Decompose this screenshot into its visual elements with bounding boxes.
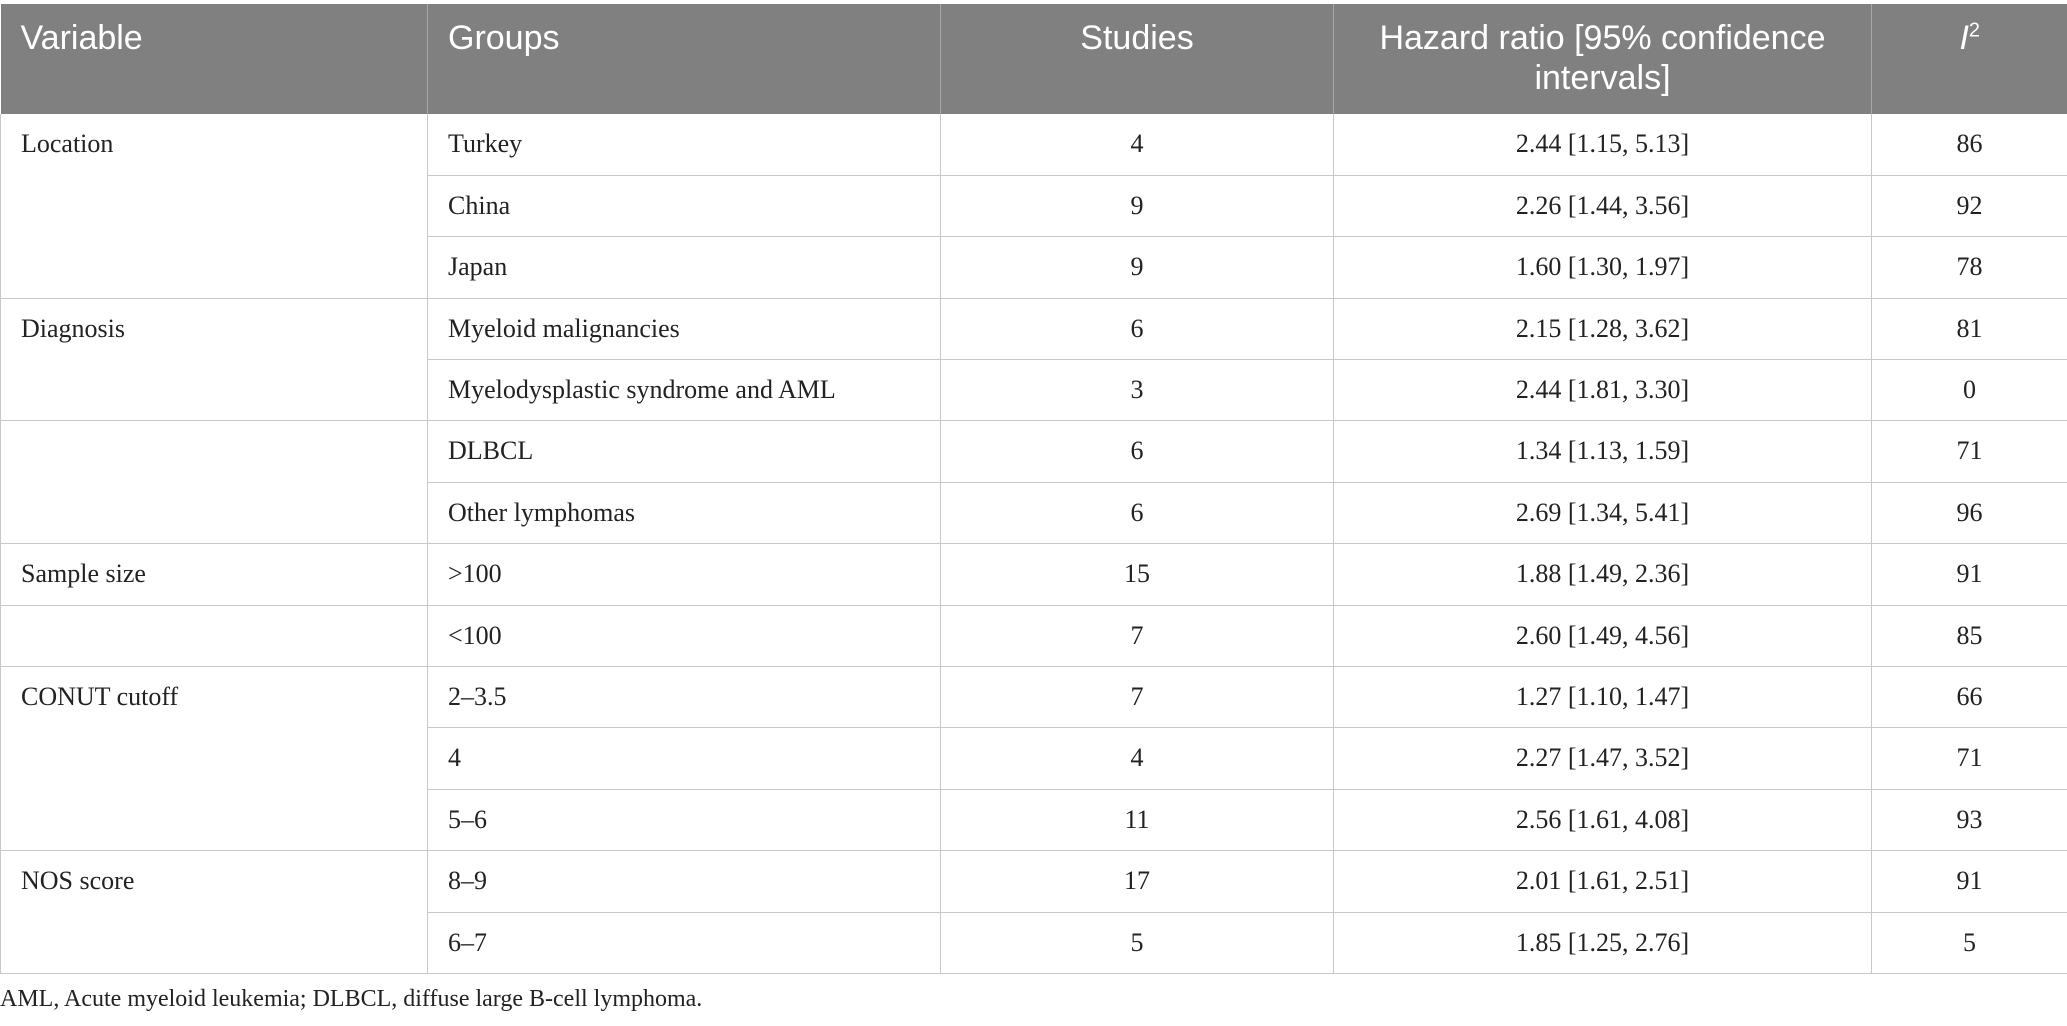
group-cell: Other lymphomas xyxy=(428,482,941,543)
header-row xyxy=(1,4,2067,114)
i-squared-cell: 91 xyxy=(1872,851,2067,912)
table-header xyxy=(1,4,2067,114)
i-squared-cell: 71 xyxy=(1872,728,2067,789)
i-squared-cell: 92 xyxy=(1872,175,2067,236)
hazard-ratio-cell: 2.27 [1.47, 3.52] xyxy=(1334,728,1872,789)
studies-cell: 4 xyxy=(941,728,1334,789)
group-cell: >100 xyxy=(428,544,941,605)
header-groups: Groups xyxy=(428,4,941,114)
hazard-ratio-cell: 1.88 [1.49, 2.36] xyxy=(1334,544,1872,605)
hazard-ratio-cell: 2.26 [1.44, 3.56] xyxy=(1334,175,1872,236)
hazard-ratio-cell: 2.44 [1.15, 5.13] xyxy=(1334,114,1872,175)
variable-cell: CONUT cutoff xyxy=(1,667,428,851)
group-cell: China xyxy=(428,175,941,236)
i-squared-cell: 96 xyxy=(1872,482,2067,543)
studies-cell: 9 xyxy=(941,237,1334,298)
hazard-ratio-cell: 2.69 [1.34, 5.41] xyxy=(1334,482,1872,543)
variable-cell: Location xyxy=(1,114,428,298)
header-i-squared xyxy=(1872,4,2067,114)
i-squared-cell: 0 xyxy=(1872,360,2067,421)
studies-cell: 11 xyxy=(941,789,1334,850)
group-cell: 5–6 xyxy=(428,789,941,850)
group-cell: Myeloid malignancies xyxy=(428,298,941,359)
group-cell: 4 xyxy=(428,728,941,789)
table-row xyxy=(1,851,2067,912)
studies-cell: 7 xyxy=(941,605,1334,666)
variable-cell: NOS score xyxy=(1,851,428,974)
variable-cell xyxy=(1,605,428,666)
i-squared-cell: 91 xyxy=(1872,544,2067,605)
i-squared-cell: 66 xyxy=(1872,667,2067,728)
hazard-ratio-cell: 2.15 [1.28, 3.62] xyxy=(1334,298,1872,359)
header-i-squared-superscript: 2 xyxy=(1968,19,1981,42)
table-row xyxy=(1,605,2067,666)
i-squared-cell: 78 xyxy=(1872,237,2067,298)
studies-cell: 6 xyxy=(941,421,1334,482)
hazard-ratio-cell: 2.60 [1.49, 4.56] xyxy=(1334,605,1872,666)
table-body xyxy=(1,114,2067,973)
studies-cell: 4 xyxy=(941,114,1334,175)
studies-cell: 7 xyxy=(941,667,1334,728)
table-row xyxy=(1,114,2067,175)
group-cell: Turkey xyxy=(428,114,941,175)
group-cell: Myelodysplastic syndrome and AML xyxy=(428,360,941,421)
group-cell: 2–3.5 xyxy=(428,667,941,728)
hazard-ratio-cell: 2.01 [1.61, 2.51] xyxy=(1334,851,1872,912)
table-row xyxy=(1,667,2067,728)
group-cell: 6–7 xyxy=(428,912,941,973)
studies-cell: 17 xyxy=(941,851,1334,912)
hazard-ratio-cell: 1.27 [1.10, 1.47] xyxy=(1334,667,1872,728)
studies-cell: 6 xyxy=(941,298,1334,359)
studies-cell: 9 xyxy=(941,175,1334,236)
header-hazard-ratio: Hazard ratio [95% confidence intervals] xyxy=(1334,4,1872,114)
i-squared-cell: 5 xyxy=(1872,912,2067,973)
table-row xyxy=(1,298,2067,359)
header-i-squared-letter: I xyxy=(1959,19,1969,57)
group-cell: DLBCL xyxy=(428,421,941,482)
group-cell: Japan xyxy=(428,237,941,298)
i-squared-cell: 86 xyxy=(1872,114,2067,175)
group-cell: <100 xyxy=(428,605,941,666)
variable-cell: Diagnosis xyxy=(1,298,428,421)
i-squared-cell: 81 xyxy=(1872,298,2067,359)
table-footnote: AML, Acute myeloid leukemia; DLBCL, diffuse large B-cell lymphoma. xyxy=(0,986,703,1012)
hazard-ratio-cell: 1.60 [1.30, 1.97] xyxy=(1334,237,1872,298)
studies-cell: 15 xyxy=(941,544,1334,605)
variable-cell xyxy=(1,421,428,544)
subgroup-analysis-table xyxy=(0,4,2067,974)
hazard-ratio-cell: 1.34 [1.13, 1.59] xyxy=(1334,421,1872,482)
header-variable: Variable xyxy=(1,4,428,114)
studies-cell: 6 xyxy=(941,482,1334,543)
i-squared-cell: 71 xyxy=(1872,421,2067,482)
header-studies: Studies xyxy=(941,4,1334,114)
i-squared-cell: 93 xyxy=(1872,789,2067,850)
hazard-ratio-cell: 2.56 [1.61, 4.08] xyxy=(1334,789,1872,850)
hazard-ratio-cell: 1.85 [1.25, 2.76] xyxy=(1334,912,1872,973)
studies-cell: 5 xyxy=(941,912,1334,973)
table-row xyxy=(1,421,2067,482)
group-cell: 8–9 xyxy=(428,851,941,912)
table-row xyxy=(1,544,2067,605)
i-squared-cell: 85 xyxy=(1872,605,2067,666)
hazard-ratio-cell: 2.44 [1.81, 3.30] xyxy=(1334,360,1872,421)
studies-cell: 3 xyxy=(941,360,1334,421)
variable-cell: Sample size xyxy=(1,544,428,605)
